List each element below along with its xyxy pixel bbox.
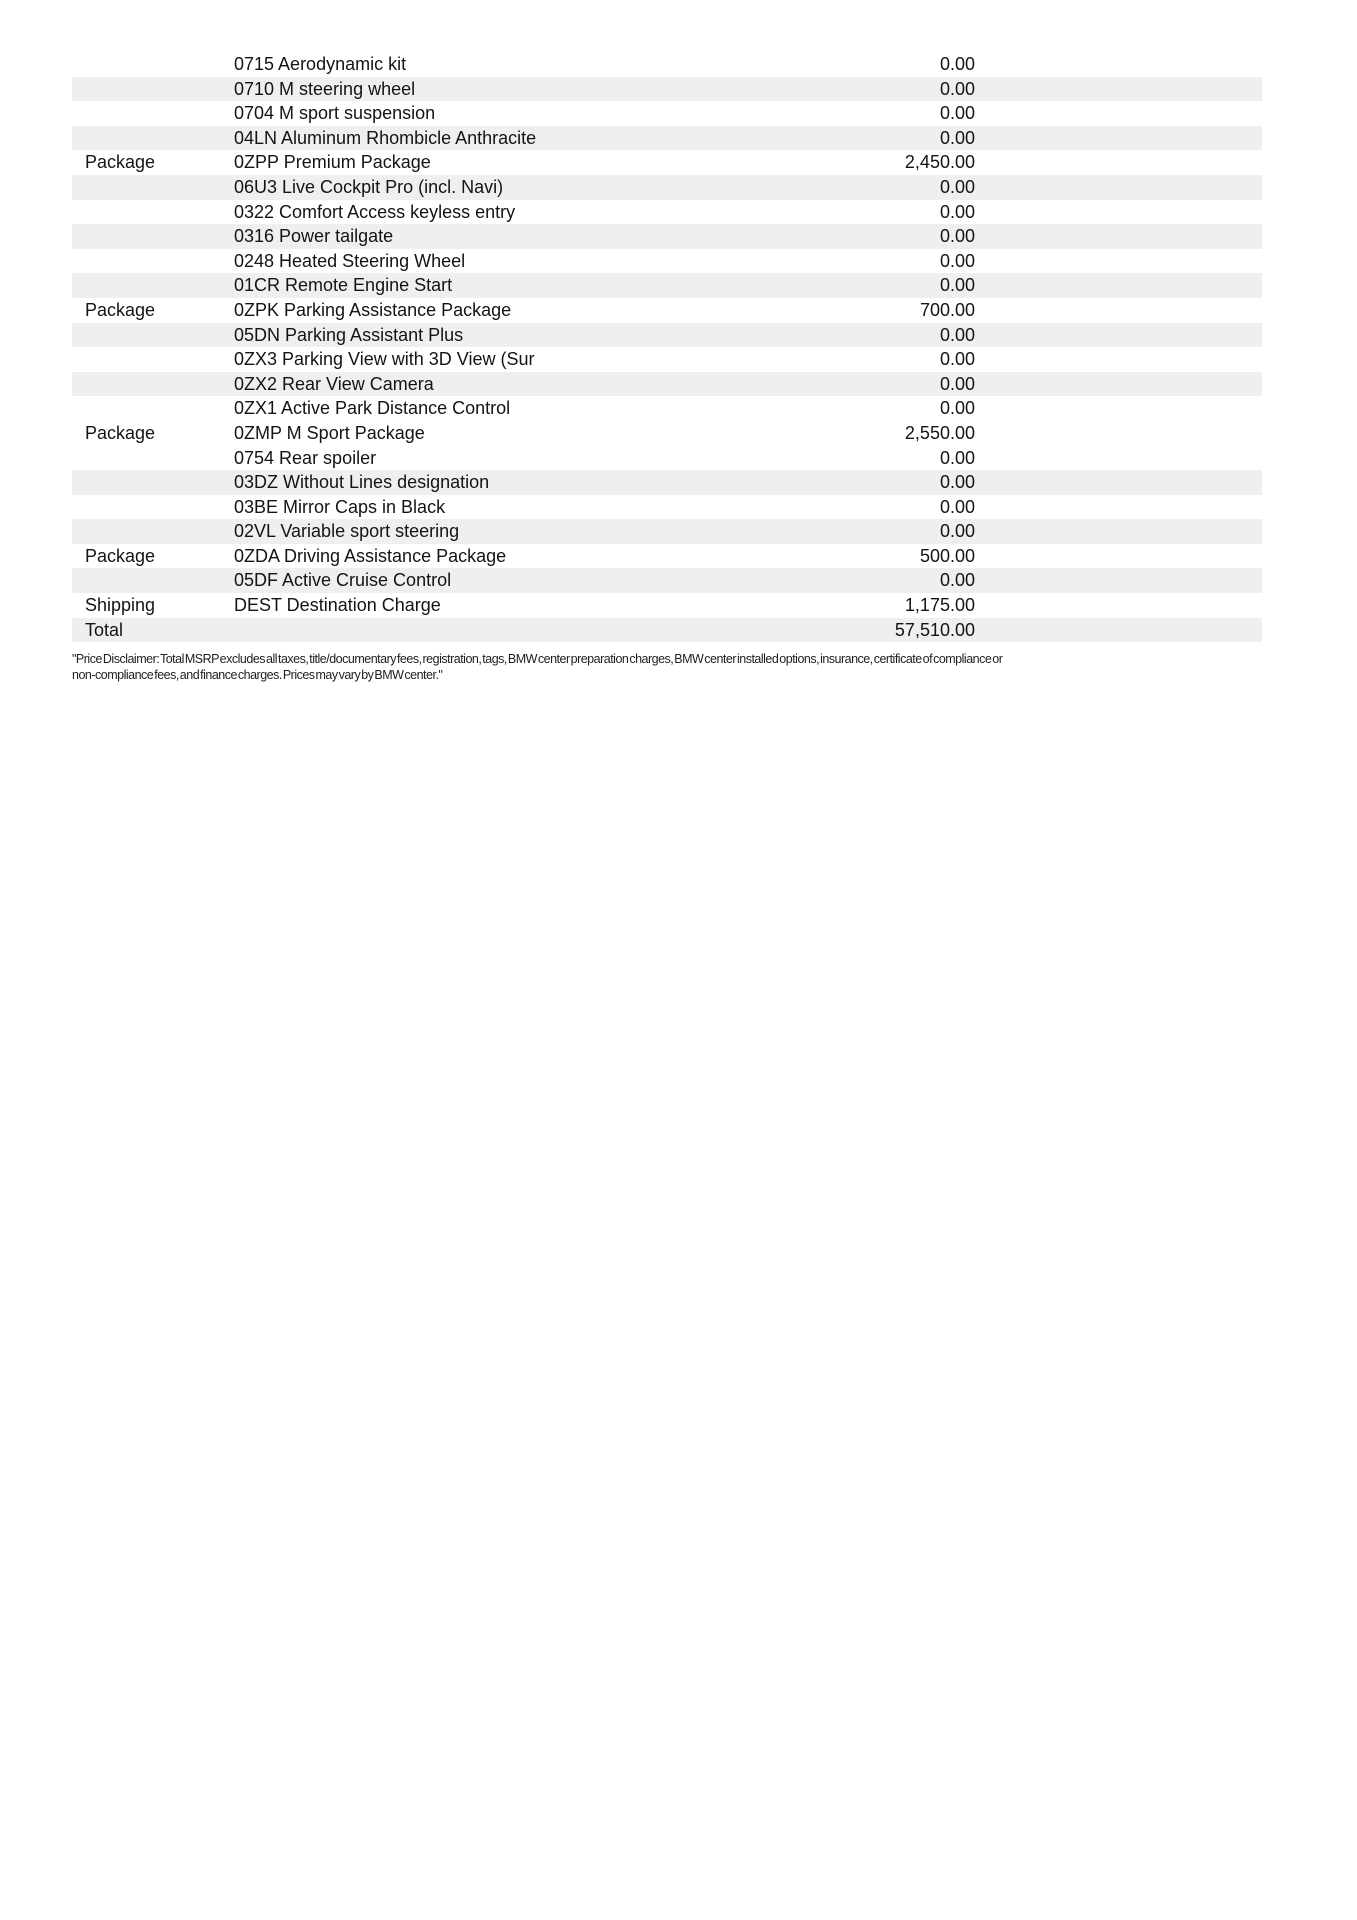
price-disclaimer: "Price Disclaimer: Total MSRP excludes all taxes, title/documentary fees, registration, tags, BMW center preparation charges, BMW center installed options, insurance, certificate of compliance or non-compliance fees, and finance charges. Prices may vary by BMW center." [72, 652, 1003, 682]
cell-description: 05DN Parking Assistant Plus [234, 324, 464, 345]
table-row [72, 544, 1262, 569]
cell-description: 03DZ Without Lines designation [234, 472, 490, 493]
cell-description: 0ZX1 Active Park Distance Control [234, 398, 511, 419]
cell-category: Total [85, 619, 124, 640]
options-price-table [72, 52, 1262, 642]
cell-price: 500.00 [919, 545, 975, 566]
cell-description: 0ZX3 Parking View with 3D View (Sur [234, 349, 535, 370]
cell-price: 0.00 [939, 127, 975, 148]
table-row [72, 323, 1262, 348]
cell-description: 0710 M steering wheel [234, 78, 416, 99]
cell-description: 03BE Mirror Caps in Black [234, 496, 446, 517]
cell-description: 0704 M sport suspension [234, 103, 436, 124]
cell-price: 700.00 [919, 299, 975, 320]
table-row [72, 200, 1262, 225]
table-row [72, 421, 1262, 446]
cell-price: 57,510.00 [894, 619, 975, 640]
cell-price: 1,175.00 [904, 595, 975, 616]
table-row [72, 593, 1262, 618]
cell-price: 0.00 [939, 570, 975, 591]
cell-price: 0.00 [939, 496, 975, 517]
table-row [72, 618, 1262, 643]
cell-price: 2,550.00 [904, 422, 975, 443]
cell-price: 0.00 [939, 103, 975, 124]
cell-price: 0.00 [939, 447, 975, 468]
cell-description: 04LN Aluminum Rhombicle Anthracite [234, 127, 537, 148]
table-row [72, 470, 1262, 495]
cell-price: 0.00 [939, 176, 975, 197]
cell-price: 0.00 [939, 349, 975, 370]
cell-description: 0248 Heated Steering Wheel [234, 250, 466, 271]
cell-description: 05DF Active Cruise Control [234, 570, 452, 591]
cell-price: 0.00 [939, 275, 975, 296]
cell-description: 0ZPK Parking Assistance Package [234, 299, 512, 320]
table-row [72, 126, 1262, 151]
cell-price: 0.00 [939, 472, 975, 493]
cell-price: 0.00 [939, 201, 975, 222]
table-row [72, 150, 1262, 175]
cell-description: 0ZPP Premium Package [234, 152, 431, 173]
table-row [72, 52, 1262, 77]
cell-description: 06U3 Live Cockpit Pro (incl. Navi) [234, 176, 504, 197]
cell-description: 0ZDA Driving Assistance Package [234, 545, 507, 566]
table-row [72, 519, 1262, 544]
cell-description: 0715 Aerodynamic kit [234, 54, 407, 74]
cell-category: Package [85, 152, 156, 173]
cell-description: 0316 Power tailgate [234, 226, 394, 247]
cell-description: DEST Destination Charge [234, 595, 441, 616]
table-row [72, 568, 1262, 593]
table-row [72, 495, 1262, 520]
table-row [72, 77, 1262, 102]
table-row [72, 175, 1262, 200]
table-row [72, 224, 1262, 249]
cell-price: 0.00 [939, 250, 975, 271]
cell-price: 0.00 [939, 398, 975, 419]
cell-description: 0ZMP M Sport Package [234, 422, 425, 443]
cell-price: 0.00 [939, 78, 975, 99]
table-row [72, 396, 1262, 421]
cell-price: 2,450.00 [904, 152, 975, 173]
cell-description: 0ZX2 Rear View Camera [234, 373, 434, 394]
cell-description: 0322 Comfort Access keyless entry [234, 201, 516, 222]
table-row [72, 446, 1262, 471]
table-row [72, 298, 1262, 323]
cell-price: 0.00 [939, 226, 975, 247]
table-row [72, 372, 1262, 397]
table-row [72, 273, 1262, 298]
cell-description: 01CR Remote Engine Start [234, 275, 453, 296]
cell-price: 0.00 [939, 324, 975, 345]
cell-category: Package [85, 422, 156, 443]
table-row [72, 101, 1262, 126]
cell-description: 0754 Rear spoiler [234, 447, 377, 468]
cell-category: Package [85, 545, 156, 566]
cell-price: 0.00 [939, 521, 975, 542]
cell-price: 0.00 [939, 54, 975, 74]
table-row [72, 249, 1262, 274]
table-row [72, 347, 1262, 372]
cell-description: 02VL Variable sport steering [234, 521, 460, 542]
cell-price: 0.00 [939, 373, 975, 394]
cell-category: Package [85, 299, 156, 320]
cell-category: Shipping [85, 595, 156, 616]
